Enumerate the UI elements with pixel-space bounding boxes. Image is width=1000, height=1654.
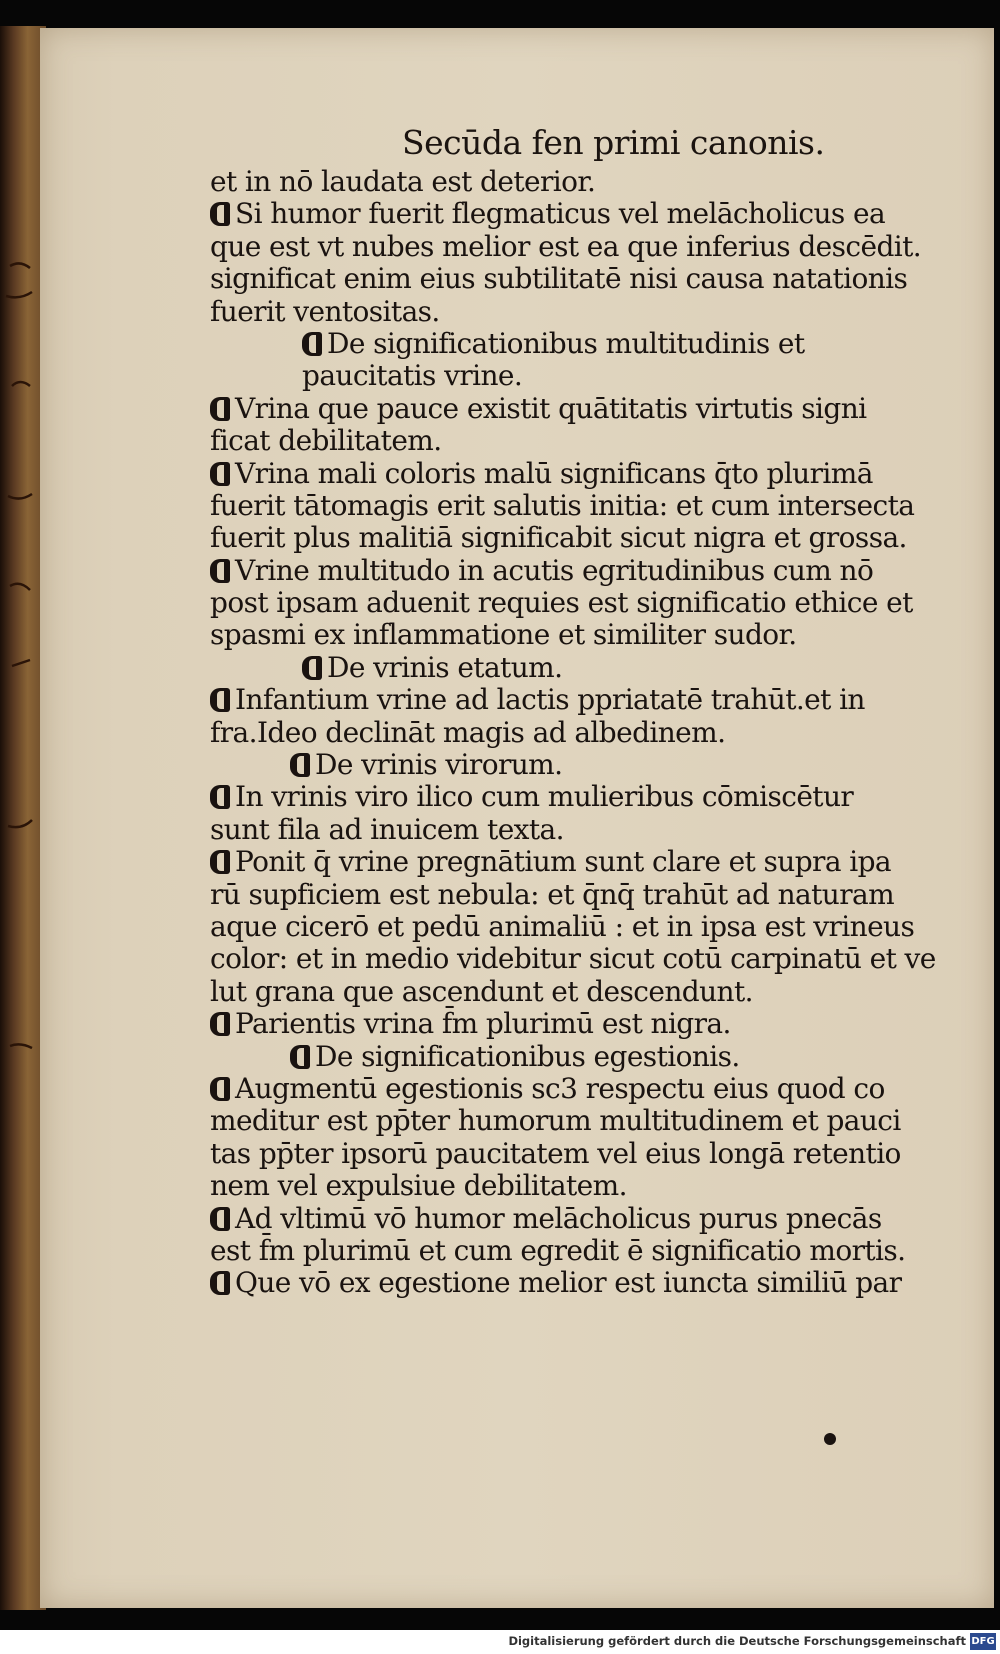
line-text: De significationibus egestionis.	[315, 1039, 740, 1073]
text-line	[210, 1170, 980, 1202]
line-text: lut grana que ascendunt et descendunt.	[210, 974, 753, 1008]
text-line	[210, 328, 980, 360]
line-text: In vrinis viro ilico cum mulieribus cōmiscētur	[235, 780, 854, 814]
dfg-logo: DFG	[970, 1633, 996, 1650]
footer-credit: Digitalisierung gefördert durch die Deutsche Forschungsgemeinschaft	[508, 1634, 966, 1648]
text-line	[210, 652, 980, 684]
text-line	[210, 1138, 980, 1170]
text-line	[210, 619, 980, 651]
text-line	[210, 814, 980, 846]
line-text: Ad vltimū vō humor melācholicus purus pnecās	[235, 1201, 882, 1235]
paragraph-mark-icon	[210, 850, 230, 874]
paragraph-mark-icon	[210, 397, 230, 421]
line-text: spasmi ex inflammatione et similiter sudor.	[210, 618, 797, 652]
running-head: Secūda fen primi canonis.	[402, 123, 825, 162]
line-text: fuerit plus malitiā significabit sicut nigra et grossa.	[210, 521, 907, 555]
line-text: tas pp̄ter ipsorū paucitatem vel eius longā retentio	[210, 1136, 901, 1170]
line-text: fuerit ventositas.	[210, 294, 440, 328]
text-line	[210, 1267, 980, 1299]
text-line	[210, 490, 980, 522]
line-text: Infantium vrine ad lactis ppriatatē trahūt.et in	[235, 683, 865, 717]
text-line	[210, 1073, 980, 1105]
paragraph-mark-icon	[210, 1077, 230, 1101]
text-line	[210, 263, 980, 295]
line-text: sunt fila ad inuicem texta.	[210, 812, 564, 846]
paragraph-mark-icon	[210, 688, 230, 712]
line-text: Parientis vrina f̄m plurimū est nigra.	[235, 1007, 731, 1041]
text-line	[210, 393, 980, 425]
text-column	[210, 166, 980, 1300]
line-text: Augmentū egestionis sc3 respectu eius quod co	[235, 1071, 885, 1105]
text-line	[210, 231, 980, 263]
paragraph-mark-icon	[290, 753, 310, 777]
text-line	[210, 198, 980, 230]
paragraph-mark-icon	[302, 656, 322, 680]
line-text: color: et in medio videbitur sicut cotū carpinatū et ve	[210, 942, 936, 976]
text-line	[210, 425, 980, 457]
line-text: De vrinis virorum.	[315, 748, 563, 782]
line-text: significat enim eius subtilitatē nisi causa natationis	[210, 262, 908, 296]
text-line	[210, 522, 980, 554]
marginal-ink-marks	[2, 26, 42, 1610]
line-text: De vrinis etatum.	[327, 650, 563, 684]
line-text: paucitatis vrine.	[302, 359, 523, 393]
line-text: Vrina que pauce existit quātitatis virtutis signi	[235, 391, 867, 425]
text-line	[210, 587, 980, 619]
text-line	[210, 717, 980, 749]
text-line	[210, 166, 980, 198]
paragraph-mark-icon	[210, 462, 230, 486]
text-line	[210, 749, 980, 781]
book-page	[40, 28, 994, 1608]
text-line	[210, 360, 980, 392]
paragraph-mark-icon	[210, 1271, 230, 1295]
line-text: est f̄m plurimū et cum egredit ē significatio mortis.	[210, 1233, 906, 1267]
line-text: fra.Ideo declināt magis ad albedinem.	[210, 715, 726, 749]
line-text: Ponit q̄ vrine pregnātium sunt clare et supra ipa	[235, 845, 891, 879]
text-line	[210, 1235, 980, 1267]
text-line	[210, 555, 980, 587]
text-line	[210, 879, 980, 911]
line-text: fuerit tātomagis erit salutis initia: et cum intersecta	[210, 488, 915, 522]
ink-dot	[824, 1433, 836, 1445]
text-line	[210, 976, 980, 1008]
text-line	[210, 296, 980, 328]
line-text: et in nō laudata est deterior.	[210, 165, 596, 198]
line-text: nem vel expulsiue debilitatem.	[210, 1169, 627, 1203]
line-text: post ipsam aduenit requies est significatio ethice et	[210, 586, 913, 620]
line-text: ficat debilitatem.	[210, 424, 442, 458]
text-line	[210, 1041, 980, 1073]
text-line	[210, 1203, 980, 1235]
text-line	[210, 1008, 980, 1040]
line-text: Que vō ex egestione melior est iuncta similiū par	[235, 1266, 902, 1300]
line-text: Si humor fuerit flegmaticus vel melācholicus ea	[235, 197, 886, 231]
text-line	[210, 911, 980, 943]
paragraph-mark-icon	[210, 559, 230, 583]
text-line	[210, 846, 980, 878]
paragraph-mark-icon	[210, 785, 230, 809]
text-line	[210, 458, 980, 490]
paragraph-mark-icon	[290, 1045, 310, 1069]
line-text: meditur est pp̄ter humorum multitudinem et pauci	[210, 1104, 901, 1138]
paragraph-mark-icon	[210, 1012, 230, 1036]
line-text: que est vt nubes melior est ea que inferius descēdit.	[210, 229, 922, 263]
line-text: De significationibus multitudinis et	[327, 326, 805, 360]
paragraph-mark-icon	[210, 202, 230, 226]
paragraph-mark-icon	[210, 1207, 230, 1231]
line-text: Vrine multitudo in acutis egritudinibus cum nō	[235, 553, 874, 587]
text-line	[210, 1105, 980, 1137]
text-line	[210, 684, 980, 716]
line-text: aque cicerō et pedū animaliū : et in ipsa est vrineus	[210, 909, 915, 943]
text-line	[210, 943, 980, 975]
line-text: Vrina mali coloris malū significans q̄to plurimā	[235, 456, 873, 490]
text-line	[210, 781, 980, 813]
footer-bar	[0, 1630, 1000, 1654]
line-text: rū supficiem est nebula: et q̄nq̄ trahūt ad naturam	[210, 877, 895, 911]
paragraph-mark-icon	[302, 332, 322, 356]
